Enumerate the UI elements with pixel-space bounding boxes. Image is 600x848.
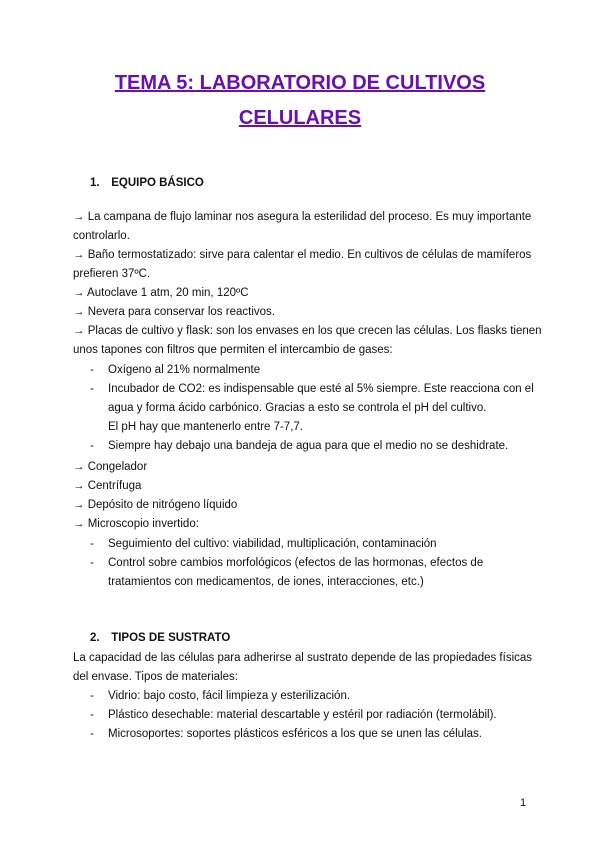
bullet-text: Control sobre cambios morfológicos (efectos de las hormonas, efectos de: [108, 557, 484, 569]
bullet-dash: -: [90, 557, 94, 569]
bullet-text: Incubador de CO2: es indispensable que esté al 5% siempre. Este reacciona con el: [108, 383, 534, 395]
section-heading-sustrato: [90, 632, 230, 644]
bullet-text: Plástico desechable: material descartable y estéril por radiación (termolábil).: [108, 709, 497, 721]
bullet-text-continued: agua y forma ácido carbónico. Gracias a esto se controla el pH del cultivo.: [108, 402, 487, 414]
bullet-dash: -: [90, 709, 94, 721]
section-number: 1.: [90, 177, 100, 189]
bullet-text-continued: El pH hay que mantenerlo entre 7-7,7.: [108, 421, 303, 433]
page-number: 1: [520, 797, 527, 809]
text-line: → La campana de flujo laminar nos asegura la esterilidad del proceso. Es muy importante: [73, 211, 532, 223]
bullet-dash: -: [90, 690, 94, 702]
bullet-text: Microsoportes: soportes plásticos esféricos a los que se unen las células.: [108, 728, 482, 740]
bullet-dash: -: [90, 538, 94, 550]
text-line: del envase. Tipos de materiales:: [73, 671, 238, 683]
section-title: EQUIPO BÁSICO: [111, 177, 204, 189]
section-heading-equipo: [90, 177, 204, 189]
text-line: → Microscopio invertido:: [73, 518, 199, 530]
text-line: controlarlo.: [73, 230, 130, 242]
bullet-text: Vidrio: bajo costo, fácil limpieza y esterilización.: [108, 690, 351, 702]
page-title-line-2: CELULARES: [238, 107, 362, 129]
bullet-dash: -: [90, 440, 94, 452]
text-line: → Depósito de nitrógeno líquido: [73, 499, 238, 511]
bullet-text: Seguimiento del cultivo: viabilidad, multiplicación, contaminación: [108, 538, 437, 550]
page-title-line-1: TEMA 5: LABORATORIO DE CULTIVOS: [114, 72, 486, 94]
text-line: La capacidad de las células para adherirse al sustrato depende de las propiedades físicas: [73, 652, 533, 664]
text-line: prefieren 37ºC.: [73, 268, 151, 280]
section-title: TIPOS DE SUSTRATO: [111, 632, 231, 644]
text-line: unos tapones con filtros que permiten el intercambio de gases:: [73, 344, 393, 356]
text-line: → Congelador: [73, 461, 148, 473]
bullet-dash: -: [90, 364, 94, 376]
text-line: → Centrífuga: [73, 480, 142, 492]
bullet-text: Oxígeno al 21% normalmente: [108, 364, 261, 376]
bullet-text-continued: tratamientos con medicamentos, de iones, interacciones, etc.): [108, 576, 424, 588]
text-line: → Placas de cultivo y flask: son los envases en los que crecen las células. Los flasks tienen: [73, 325, 542, 337]
bullet-dash: -: [90, 383, 94, 395]
section-number: 2.: [90, 632, 100, 644]
text-line: → Baño termostatizado: sirve para calentar el medio. En cultivos de células de mamíferos: [73, 249, 532, 261]
bullet-dash: -: [90, 728, 94, 740]
text-line: → Nevera para conservar los reactivos.: [73, 306, 275, 318]
bullet-text: Siempre hay debajo una bandeja de agua para que el medio no se deshidrate.: [108, 440, 509, 452]
text-line: → Autoclave 1 atm, 20 min, 120ºC: [73, 287, 249, 299]
